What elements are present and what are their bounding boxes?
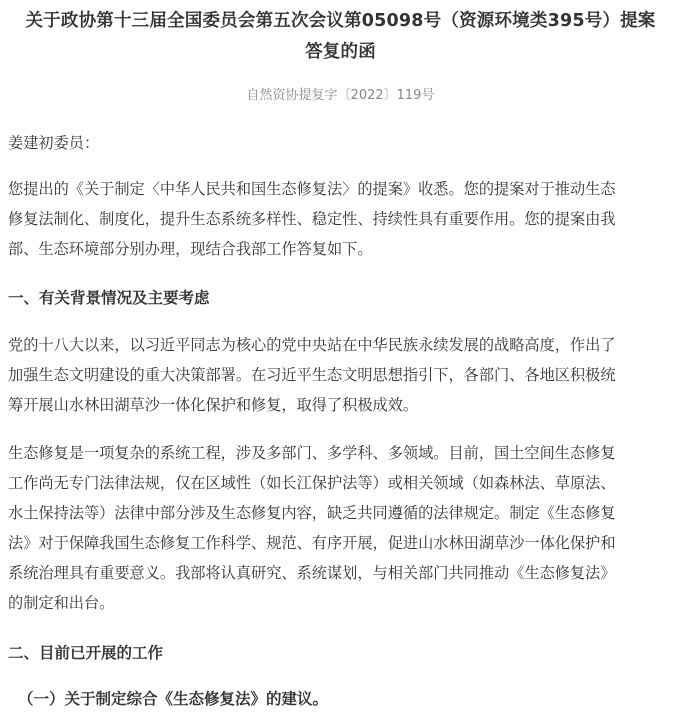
paragraph-2-line: 筹开展山水林田湖草沙一体化保护和修复，取得了积极成效。 [8, 396, 419, 414]
paragraph-1 [8, 174, 673, 264]
title-line-2: 答复的函 [305, 42, 376, 62]
paragraph-3-line: 法》对于保障我国生态修复工作科学、规范、有序开展，促进山水林田湖草沙一体化保护和 [8, 534, 616, 552]
salutation [8, 128, 673, 158]
paragraph-3 [8, 438, 673, 618]
subsection-heading-1: （一）关于制定综合《生态修复法》的建议。 [18, 690, 329, 708]
paragraph-3-line: 水土保持法等）法律中部分涉及生态修复内容，缺乏共同遵循的法律规定。制定《生态修复 [8, 504, 616, 522]
paragraph-3-line: 系统治理具有重要意义。我部将认真研究、系统谋划，与相关部门共同推动《生态修复法》 [8, 564, 616, 582]
paragraph-1-line: 您提出的《关于制定〈中华人民共和国生态修复法〉的提案》收悉。您的提案对于推动生态 [8, 180, 616, 198]
title-line-1: 关于政协第十三届全国委员会第五次会议第05098号（资源环境类395号）提案 [25, 11, 656, 31]
paragraph-3-line: 的制定和出台。 [8, 594, 115, 612]
salutation-text: 姜建初委员： [8, 134, 100, 152]
section-heading-2: 二、目前已开展的工作 [8, 644, 164, 662]
paragraph-2-line: 加强生态文明建设的重大决策部署。在习近平生态文明思想指引下，各部门、各地区积极统 [8, 366, 616, 384]
paragraph-1-line: 修复法制化、制度化，提升生态系统多样性、稳定性、持续性具有重要作用。您的提案由我 [8, 210, 616, 228]
paragraph-2 [8, 330, 673, 420]
paragraph-2-line: 党的十八大以来，以习近平同志为核心的党中央站在中华民族永续发展的战略高度，作出了 [8, 336, 616, 354]
paragraph-1-line: 部、生态环境部分别办理，现结合我部工作答复如下。 [8, 240, 373, 258]
paragraph-3-line: 工作尚无专门法律法规，仅在区域性（如长江保护法等）或相关领域（如森林法、草原法、 [8, 474, 616, 492]
document-number: 自然资协提复字〔2022〕119号 [246, 88, 435, 103]
document-title [0, 6, 681, 68]
paragraph-3-line: 生态修复是一项复杂的系统工程，涉及多部门、多学科、多领域。目前，国土空间生态修复 [8, 444, 616, 462]
section-heading-1: 一、有关背景情况及主要考虑 [8, 289, 210, 307]
